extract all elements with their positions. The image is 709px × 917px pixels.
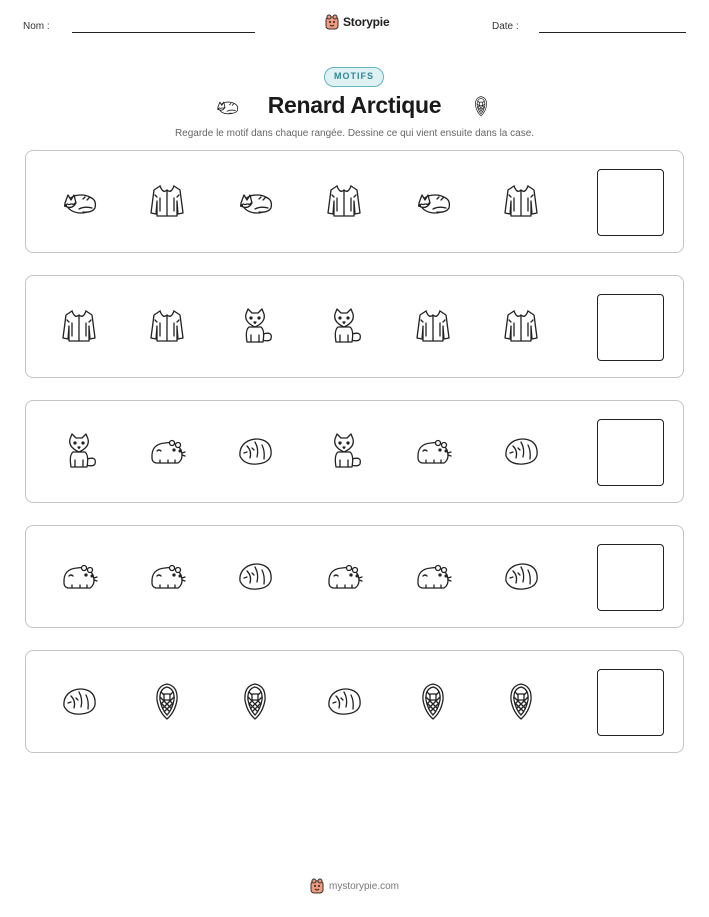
name-label: Nom : — [23, 21, 50, 32]
rock-icon — [59, 681, 99, 721]
storypie-logo-icon — [325, 14, 339, 30]
rock-icon — [235, 431, 275, 471]
pattern-row — [25, 650, 684, 753]
answer-box[interactable] — [597, 294, 664, 361]
snowshoe-icon — [501, 681, 541, 721]
footer-url[interactable]: mystorypie.com — [328, 880, 399, 892]
answer-box[interactable] — [597, 169, 664, 236]
worksheet-header — [0, 0, 709, 50]
pattern-row — [25, 150, 684, 253]
fur-coat-icon — [324, 181, 364, 221]
fur-coat-icon — [147, 306, 187, 346]
sleeping-fox-icon — [413, 181, 453, 221]
answer-box[interactable] — [597, 669, 664, 736]
snowshoe-icon — [235, 681, 275, 721]
pattern-row — [25, 400, 684, 503]
rock-icon — [501, 431, 541, 471]
hamster-icon — [59, 556, 99, 596]
sitting-fox-icon — [235, 306, 275, 346]
fur-coat-icon — [501, 181, 541, 221]
instructions: Regarde le motif dans chaque rangée. Dessine ce qui vient ensuite dans la case. — [174, 128, 535, 139]
snowshoe-icon — [413, 681, 453, 721]
hamster-icon — [413, 556, 453, 596]
date-field[interactable] — [539, 32, 686, 33]
hamster-icon — [413, 431, 453, 471]
hamster-icon — [147, 556, 187, 596]
hamster-icon — [147, 431, 187, 471]
sitting-fox-icon — [324, 306, 364, 346]
brand — [325, 14, 389, 30]
fur-coat-icon — [59, 306, 99, 346]
name-field[interactable] — [72, 32, 255, 33]
footer — [0, 878, 709, 894]
page-title: Renard Arctique — [267, 92, 442, 118]
rock-icon — [324, 681, 364, 721]
sitting-fox-icon — [59, 431, 99, 471]
answer-box[interactable] — [597, 544, 664, 611]
pattern-row — [25, 275, 684, 378]
hamster-icon — [324, 556, 364, 596]
brand-name: Storypie — [343, 15, 390, 29]
rock-icon — [235, 556, 275, 596]
snowshoe-icon — [470, 91, 492, 121]
date-label: Date : — [492, 21, 519, 32]
fur-coat-icon — [501, 306, 541, 346]
fur-coat-icon — [413, 306, 453, 346]
sleeping-fox-icon — [59, 181, 99, 221]
answer-box[interactable] — [597, 419, 664, 486]
pattern-row — [25, 525, 684, 628]
fur-coat-icon — [147, 181, 187, 221]
sleeping-fox-icon — [235, 181, 275, 221]
storypie-logo-icon — [310, 878, 324, 894]
snowshoe-icon — [147, 681, 187, 721]
motifs-badge: MOTIFS — [324, 67, 384, 87]
rock-icon — [501, 556, 541, 596]
sitting-fox-icon — [324, 431, 364, 471]
